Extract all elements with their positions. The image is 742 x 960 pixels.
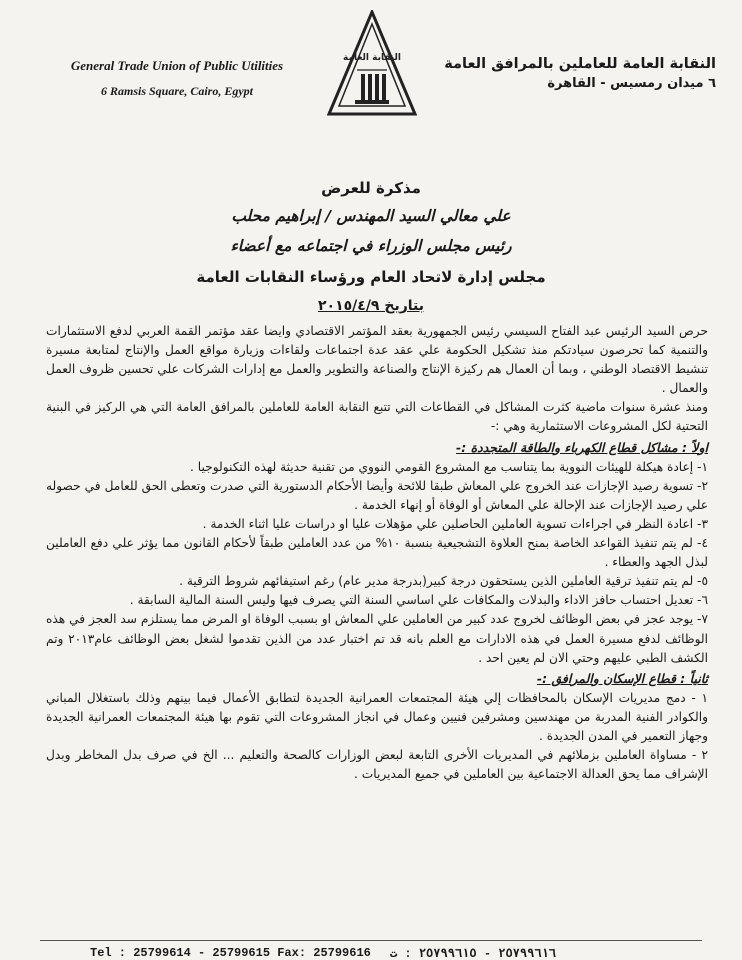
list-item: ٤- لم يتم تنفيذ القواعد الخاصة بمنح العلاوة التشجيعية بنسبة ١٠% من عدد العاملين طبقاً لأحكام القانون مما يؤثر علي دفع العاملين لبذل الجهد والعطاء . <box>46 536 708 570</box>
memo-title-block <box>0 175 742 320</box>
list-item: ٧- يوجد عجز في بعض الوظائف لخروج عدد كبير من العاملين علي المعاش او بسبب الوفاة او المرض مما يستلزم سد العجز في هذه الوظائف لدفع مسيرة العمل في هذه الادارات مع العلم بانه قد تم اختبار عدد من الذين تقدموا لشغل بعض الوظائف عام٢٠١٣ وتم الكشف الطبي عليهم وحتي الان لم يعين احد . <box>46 612 708 665</box>
union-address-english: 6 Ramsis Square, Cairo, Egypt <box>100 84 254 98</box>
section-heading-housing: ثانياً : قطاع الإسكان والمرافق :- <box>536 670 708 686</box>
footer-phone-arabic: ٢٥٧٩٩٦١٦ - ٢٥٧٩٩٦١٥ : ت <box>390 947 557 960</box>
union-logo <box>327 10 417 120</box>
intro-paragraph: ومنذ عشرة سنوات ماضية كثرت المشاكل في القطاعات التي تتبع النقابة العامة للعاملين بالمرافق العامة التي هي الركيز في البنية التحتية لكل المشروعات الاستثمارية وهي :- <box>46 400 708 434</box>
list-item: ٦- تعديل احتساب حافز الاداء والبدلات والمكافات علي اساسي السنة التي يصرف فيها وليس السنة المالية السابقة . <box>129 593 708 608</box>
section-heading-electricity: اولاً : مشاكل قطاع الكهرباء والطاقة المتجددة :- <box>456 439 708 455</box>
list-item: ٢- تسوية رصيد الإجازات عند الخروج علي المعاش طبقا للائحة وأيضا الأحكام الدستورية التي صدرت وتعطى الحق للعامل في حصوله علي رصيد الإجازات عند الإحالة علي المعاش أو الوفاة أو إنهاء الخدمة . <box>46 478 708 512</box>
addressee-line: علي معالي السيد المهندس / إبراهيم محلب <box>231 207 511 225</box>
letterhead-english <box>62 58 292 99</box>
list-item: ٣- اعادة النظر في اجراءات تسوية العاملين الحاصلين علي مؤهلات عليا او دراسات عليا اثناء الخدمة . <box>202 516 708 531</box>
meeting-attendees: مجلس إدارة لاتحاد العام ورؤساء النقابات العامة <box>196 268 546 286</box>
footer-divider <box>40 940 702 941</box>
footer-phone-english: Tel : 25799614 - 25799615 Fax: 25799616 <box>90 946 371 960</box>
union-address-arabic: ٦ ميدان رمسيس - القاهرة <box>547 76 716 91</box>
list-item: ٢ - مساواة العاملين بزملائهم في المديريات الأخرى التابعة لبعض الوزارات كالصحة والتعليم ... الخ في صرف بدل المخاطر وبدل الإشراف مما يحق العدالة الاجتماعية بين العاملين في جميع المديريات . <box>46 748 708 782</box>
footer-contact <box>30 946 702 960</box>
list-item: ١- إعادة هيكلة للهيئات النووية بما يتناسب مع المشروع القومي النووي من تقنية حديثة لهذه التكنولوجيا . <box>190 459 708 474</box>
list-item: ١ - دمج مديريات الإسكان بالمحافظات إلي هيئة المجتمعات العمرانية الجديدة لتطابق الأعمال فيما بينهم وذلك باستغلال المباني والكوادر الفنية المدربة من مهندسين ومشرفين فنيين وعمال في انجاز المشروعات التي تقوم بها هيئة المجتمعات العمرانية الجديدة وجهاز التعمير في المدن الجديدة . <box>46 690 708 743</box>
union-name-arabic: النقابة العامة للعاملين بالمرافق العامة <box>444 56 716 72</box>
list-item: ٥- لم يتم تنفيذ ترقية العاملين الذين يستحقون درجة كبير(بدرجة مدير عام) رغم استيفائهم شروط الترقية . <box>179 574 708 589</box>
addressee-role: رئيس مجلس الوزراء في اجتماعه مع أعضاء <box>230 237 512 255</box>
memo-body <box>46 322 708 784</box>
union-name-english: General Trade Union of Public Utilities <box>70 58 284 73</box>
memo-title: مذكرة للعرض <box>321 179 421 197</box>
letterhead-arabic <box>436 56 716 91</box>
memo-date: بتاريخ ٢٠١٥/٤/٩ <box>317 298 424 314</box>
logo-text: النقابة العامة <box>343 53 401 63</box>
intro-paragraph: حرص السيد الرئيس عبد الفتاح السيسي رئيس الجمهورية بعقد المؤتمر الاقتصادي وايضا عقد مؤتمر القمة العربي لدفع الاستثمارات والتنمية كما تحرصون سيادتكم منذ تشكيل الحكومة علي عقد عدة اجتماعات ولقاءات وزيارة مواقع العمل والإنتاج لمتابعة مسيرة تنشيط الاقتصاد الوطني ، وبما أن العمال هم ركيزة الإنتاج والصناعة والتطوير والعمل مع إدارات الشركات علي تحسين ظروف العمل والعمال . <box>46 324 708 396</box>
